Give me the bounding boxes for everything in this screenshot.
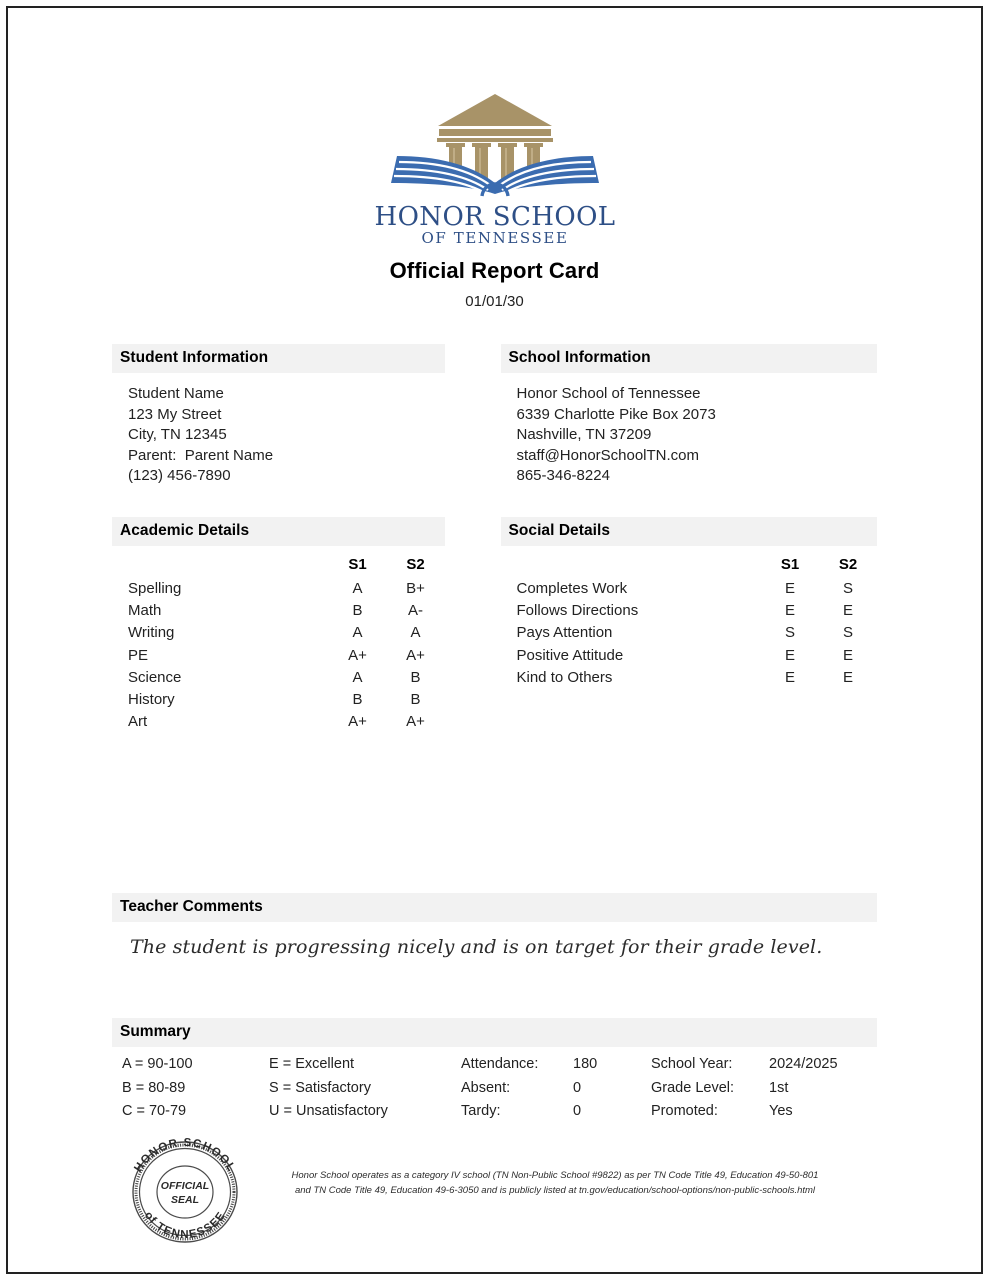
report-card-sheet <box>8 8 981 1272</box>
legend-item <box>269 1077 461 1101</box>
social-col-trait <box>501 556 762 578</box>
grade-scale-b: B = 80-89 <box>122 1079 186 1096</box>
grade-scale-c: C = 70-79 <box>122 1103 187 1120</box>
absent-label: Absent: <box>461 1079 511 1096</box>
mark-scale-legend <box>269 1053 461 1124</box>
information-section <box>8 344 981 487</box>
table-row <box>112 711 445 733</box>
teacher-comments-heading: Teacher Comments <box>112 893 877 922</box>
trait-label: Pays Attention <box>516 624 613 642</box>
official-seal-icon <box>122 1136 248 1244</box>
table-row <box>112 645 445 667</box>
table-row <box>112 578 445 600</box>
trait-label: Positive Attitude <box>516 646 624 664</box>
mark-s2: S <box>842 579 853 597</box>
school-info-email: staff@HonorSchoolTN.com <box>516 446 700 464</box>
teacher-comments-text: The student is progressing nicely and is on target for their grade level. <box>130 936 823 959</box>
subject-label: Science <box>128 668 182 686</box>
school-year-label: School Year: <box>651 1056 733 1073</box>
grade-s1: A <box>352 668 363 686</box>
footer-section <box>8 1130 981 1240</box>
mark-s2: E <box>842 646 853 664</box>
mark-s1: S <box>784 624 795 642</box>
legend-item <box>122 1077 269 1101</box>
student-information-lines <box>112 373 445 487</box>
academic-details-table <box>112 556 445 733</box>
wordmark-line-1: HONOR SCHOOL <box>374 202 615 232</box>
subject-label: Math <box>128 602 162 620</box>
academic-details-heading: Academic Details <box>112 517 445 546</box>
grade-s2: A <box>410 624 421 642</box>
grade-s2: A- <box>408 602 423 620</box>
mark-scale-s: S = Satisfactory <box>269 1079 371 1096</box>
trait-label: Kind to Others <box>516 668 613 686</box>
mark-s1: E <box>784 646 795 664</box>
trait-label: Completes Work <box>516 579 628 597</box>
table-row <box>112 689 445 711</box>
table-row <box>112 622 445 644</box>
grade-s1: A <box>352 579 363 597</box>
tardy-label: Tardy: <box>461 1103 501 1120</box>
grade-s2: B+ <box>406 579 425 597</box>
trait-label: Follows Directions <box>516 602 639 620</box>
table-row <box>112 600 445 622</box>
attendance-value: 180 <box>573 1056 598 1073</box>
summary-section <box>8 1018 981 1124</box>
school-info-line: Nashville, TN 37209 <box>516 426 652 444</box>
table-row <box>501 645 878 667</box>
details-section <box>8 517 981 733</box>
report-date: 01/01/30 <box>465 293 524 310</box>
table-row <box>112 667 445 689</box>
student-information-block <box>112 344 495 487</box>
mark-scale-e: E = Excellent <box>269 1056 355 1073</box>
grade-s1: A+ <box>348 713 367 731</box>
student-info-line: City, TN 12345 <box>128 426 227 444</box>
attendance-summary <box>461 1053 651 1124</box>
grade-s2: A+ <box>406 646 425 664</box>
student-info-line: (123) 456-7890 <box>128 467 231 485</box>
student-info-line: Parent: Parent Name <box>128 446 274 464</box>
grade-level-label: Grade Level: <box>651 1079 735 1096</box>
school-year-value: 2024/2025 <box>769 1056 838 1073</box>
mark-s1: E <box>784 579 795 597</box>
grade-level-value: 1st <box>769 1079 789 1096</box>
table-row <box>501 622 878 644</box>
subject-label: Spelling <box>128 579 182 597</box>
meta-row <box>651 1100 861 1124</box>
school-info-phone: 865-346-8224 <box>516 467 610 485</box>
open-book-icon <box>391 156 599 196</box>
summary-heading: Summary <box>112 1018 877 1047</box>
meta-row <box>651 1077 861 1101</box>
legal-line-2: and TN Code Title 49, Education 49-6-3050 and is publicly listed at tn.gov/education/school-options/non-public-schools.html <box>294 1184 816 1196</box>
grade-s2: B <box>410 690 421 708</box>
social-col-s2: S2 <box>838 555 858 573</box>
table-row <box>501 600 878 622</box>
promoted-value: Yes <box>769 1103 793 1120</box>
student-info-line: Student Name <box>128 385 224 402</box>
table-header-row <box>501 556 878 578</box>
legend-item <box>122 1053 269 1077</box>
table-header-row <box>112 556 445 578</box>
seal-top-text: HONOR SCHOOL <box>132 1136 238 1175</box>
mark-scale-u: U = Unsatisfactory <box>269 1103 388 1120</box>
teacher-comments-section <box>8 893 981 958</box>
academic-details-block <box>112 517 495 733</box>
table-row <box>501 578 878 600</box>
absent-value: 0 <box>573 1079 582 1096</box>
social-details-heading: Social Details <box>501 517 878 546</box>
mark-s2: E <box>842 602 853 620</box>
student-info-line: 123 My Street <box>128 405 222 423</box>
student-information-heading: Student Information <box>112 344 445 373</box>
report-card-page <box>6 6 983 1274</box>
grade-s1: B <box>352 690 363 708</box>
enrollment-summary <box>651 1053 861 1124</box>
attendance-label: Attendance: <box>461 1056 539 1073</box>
legend-item <box>122 1100 269 1124</box>
meta-row <box>651 1053 861 1077</box>
legend-item <box>269 1053 461 1077</box>
mark-s2: E <box>842 668 853 686</box>
grade-scale-a: A = 90-100 <box>122 1056 193 1073</box>
mark-s1: E <box>784 668 795 686</box>
subject-label: PE <box>128 646 149 664</box>
seal-center-line-2: SEAL <box>170 1193 200 1206</box>
school-logo <box>365 90 625 248</box>
social-details-table <box>501 556 878 689</box>
social-details-block <box>495 517 878 733</box>
subject-label: Writing <box>128 624 175 642</box>
grade-s1: A+ <box>348 646 367 664</box>
table-row <box>501 667 878 689</box>
seal-center-line-1: OFFICIAL <box>160 1179 210 1192</box>
attendance-row <box>461 1100 651 1124</box>
attendance-row <box>461 1053 651 1077</box>
school-information-heading: School Information <box>501 344 878 373</box>
grade-scale-legend <box>122 1053 269 1124</box>
academic-col-s1: S1 <box>348 555 367 573</box>
promoted-label: Promoted: <box>651 1103 718 1120</box>
school-information-block <box>495 344 878 487</box>
school-info-line: 6339 Charlotte Pike Box 2073 <box>516 405 716 423</box>
academic-col-subject <box>112 556 329 578</box>
grade-s2: B <box>410 668 421 686</box>
mark-s2: S <box>842 624 853 642</box>
wordmark-line-2: OF TENNESSEE <box>420 229 569 247</box>
subject-label: Art <box>128 713 148 731</box>
grade-s1: B <box>352 602 363 620</box>
mark-s1: E <box>784 602 795 620</box>
legal-disclaimer <box>270 1168 840 1198</box>
grade-s2: A+ <box>406 713 425 731</box>
school-information-lines <box>501 373 878 487</box>
tardy-value: 0 <box>573 1103 582 1120</box>
social-col-s1: S1 <box>780 555 800 573</box>
subject-label: History <box>128 690 175 708</box>
school-wordmark <box>369 200 621 248</box>
seal-bottom-text: of TENNESSEE <box>141 1209 229 1241</box>
attendance-row <box>461 1077 651 1101</box>
school-info-line: Honor School of Tennessee <box>516 385 701 402</box>
page-title: Official Report Card <box>389 258 600 283</box>
legend-item <box>269 1100 461 1124</box>
legal-line-1: Honor School operates as a category IV school (TN Non-Public School #9822) as per TN Code Title 49, Education 49-50-801 <box>291 1169 819 1181</box>
grade-s1: A <box>352 624 363 642</box>
academic-col-s2: S2 <box>406 555 425 573</box>
school-logo-mark <box>387 90 603 198</box>
document-header <box>8 8 981 310</box>
